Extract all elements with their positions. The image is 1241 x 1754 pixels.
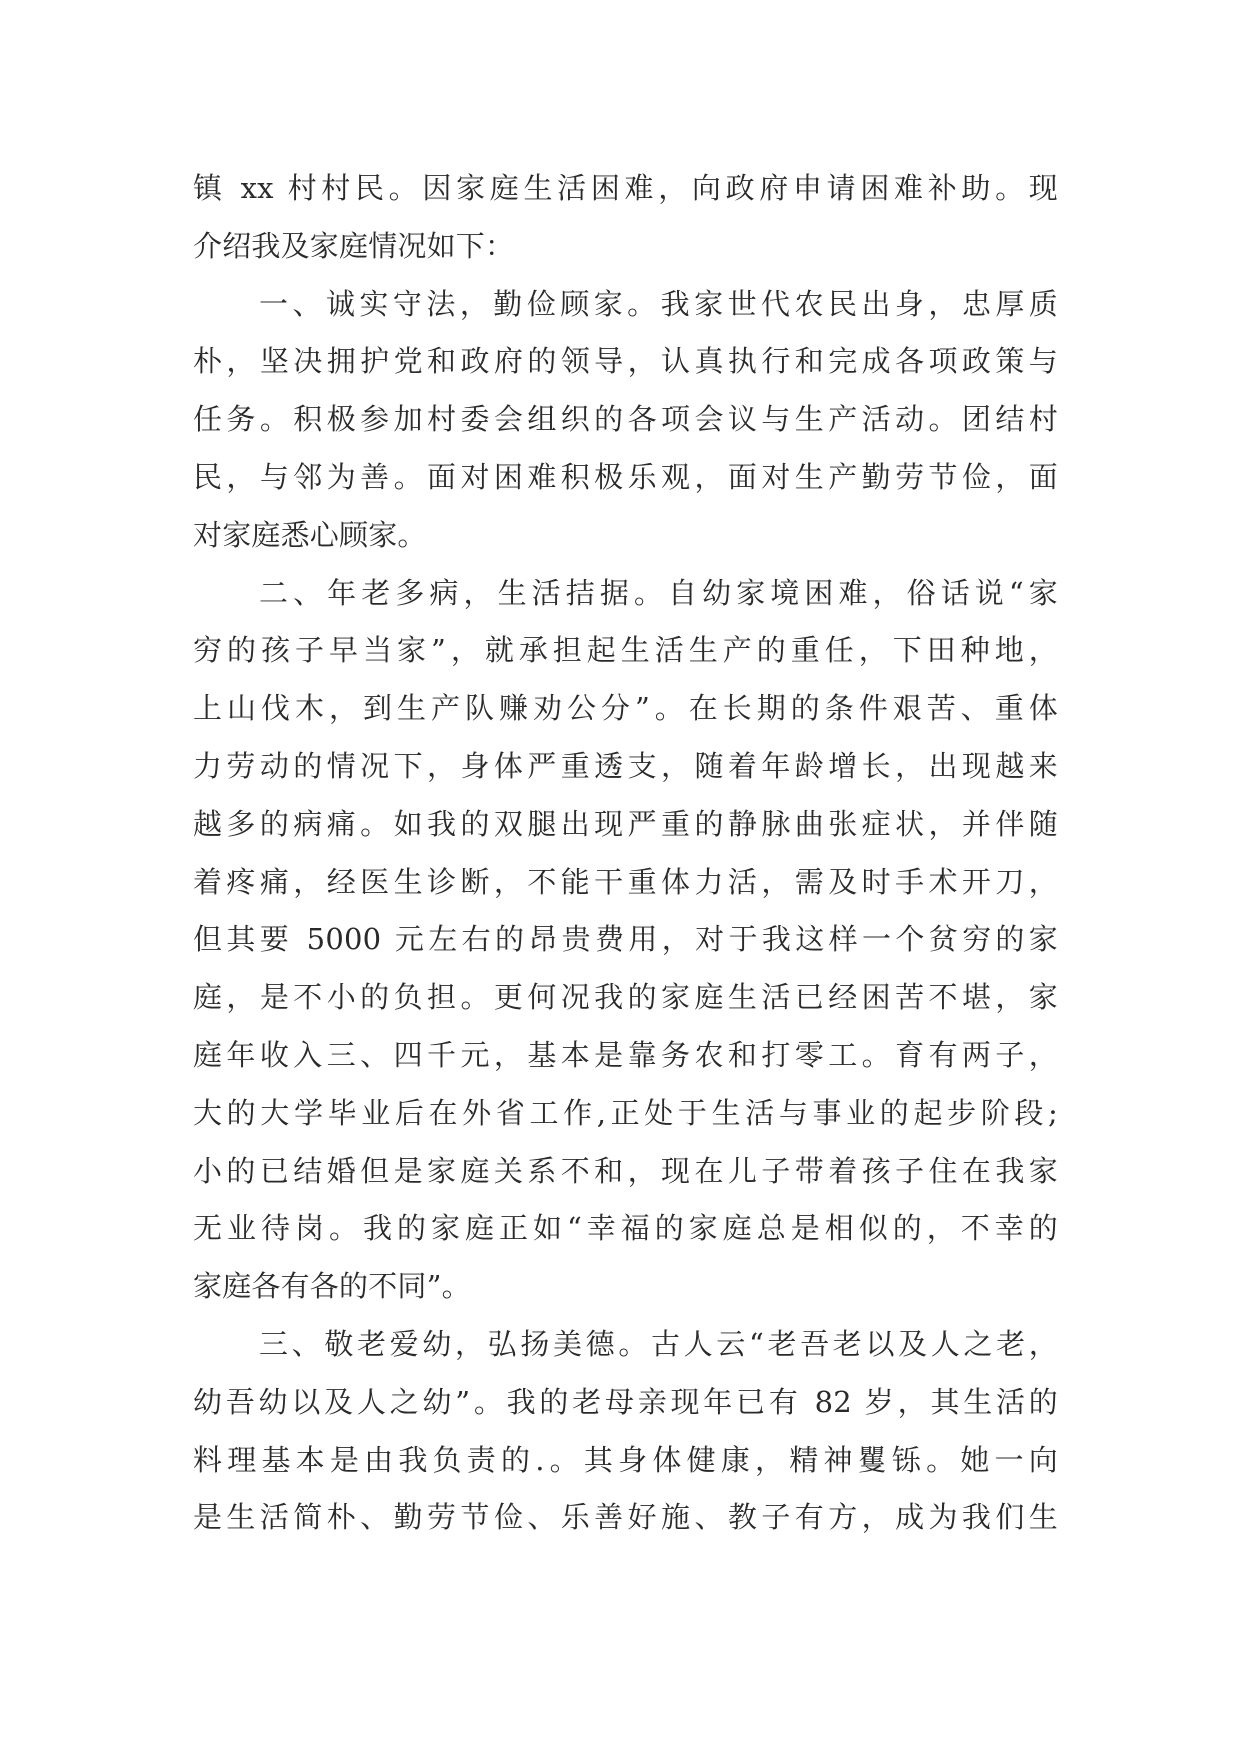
text-line-16: 庭年收入三、四千元，基本是靠务农和打零工。育有两子，	[193, 1037, 1058, 1072]
text-line-6: 民，与邻为善。面对困难积极乐观，面对生产勤劳节俭，面	[193, 459, 1058, 494]
text-line-14: 但其要 5000 元左右的昂贵费用，对于我这样一个贫穷的家	[193, 922, 1058, 957]
document-body	[193, 160, 1058, 1547]
text-line-9: 穷的孩子早当家”，就承担起生活生产的重任，下田种地，	[193, 633, 1058, 668]
text-line-13: 着疼痛，经医生诊断，不能干重体力活，需及时手术开刀，	[193, 864, 1058, 899]
text-line-15: 庭，是不小的负担。更何况我的家庭生活已经困苦不堪，家	[193, 980, 1058, 1015]
text-line-3: 一、诚实守法，勤俭顾家。我家世代农民出身，忠厚质	[259, 286, 1058, 321]
text-line-17: 大的大学毕业后在外省工作,正处于生活与事业的起步阶段;	[193, 1095, 1058, 1130]
text-line-11: 力劳动的情况下，身体严重透支，随着年龄增长，出现越来	[193, 748, 1058, 783]
text-line-22: 幼吾幼以及人之幼”。我的老母亲现年已有 82 岁，其生活的	[193, 1384, 1058, 1419]
text-line-23: 料理基本是由我负责的.。其身体健康，精神矍铄。她一向	[193, 1442, 1058, 1477]
text-line-8: 二、年老多病，生活拮据。自幼家境困难，俗话说“家	[259, 575, 1058, 610]
text-line-7: 对家庭悉心顾家。	[193, 517, 427, 552]
text-line-1: 镇 xx 村村民。因家庭生活困难，向政府申请困难补助。现	[193, 171, 1058, 205]
text-line-20: 家庭各有各的不同”。	[193, 1269, 471, 1304]
text-line-18: 小的已结婚但是家庭关系不和，现在儿子带着孩子住在我家	[193, 1153, 1058, 1188]
text-line-2: 介绍我及家庭情况如下：	[193, 228, 515, 263]
text-line-21: 三、敬老爱幼，弘扬美德。古人云“老吾老以及人之老，	[259, 1326, 1058, 1361]
text-line-4: 朴，坚决拥护党和政府的领导，认真执行和完成各项政策与	[193, 344, 1058, 379]
text-line-19: 无业待岗。我的家庭正如“幸福的家庭总是相似的，不幸的	[193, 1211, 1058, 1246]
text-line-12: 越多的病痛。如我的双腿出现严重的静脉曲张症状，并伴随	[193, 806, 1058, 841]
text-line-10: 上山伐木，到生产队赚劝公分”。在长期的条件艰苦、重体	[193, 691, 1058, 726]
text-line-24: 是生活简朴、勤劳节俭、乐善好施、教子有方，成为我们生	[193, 1500, 1058, 1535]
text-line-5: 任务。积极参加村委会组织的各项会议与生产活动。团结村	[193, 402, 1058, 437]
